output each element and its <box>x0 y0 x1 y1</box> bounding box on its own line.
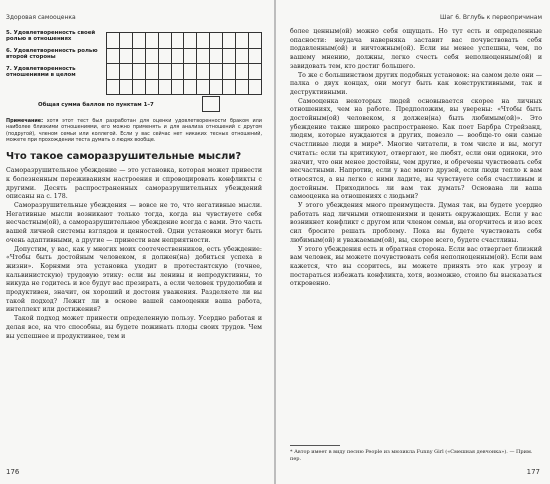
score-row <box>107 48 262 64</box>
score-grid <box>106 32 262 95</box>
page-number-left: 176 <box>6 468 20 476</box>
note-label: Примечание: <box>6 118 44 124</box>
left-body <box>6 167 262 341</box>
rating-row-label-7: 7. Удовлетворенность отношениями в целом <box>6 66 76 79</box>
paragraph: Саморазрушительные убеждения — вовсе не то, что негативные мысли. Негативные мысли возникают только тогда, когда вы чувствуете себя несчастным(ой), а саморазрушительное убеждение всегда с вами. Это часть вашей личной системы взглядов и ценностей. Одни установки могут быть очень адаптивными, а другие — принести вам неприятности. <box>6 202 262 244</box>
right-body <box>290 28 542 289</box>
page-number-right: 177 <box>526 468 540 476</box>
paragraph: Допустим, у вас, как у многих моих соотечественников, есть убеждение: «Чтобы быть достойным человеком, я должен(на) добиться успеха в жизни». Корнями эта установка уходит в протестантскую (точнее, кальвинистскую) трудовую этику: если вы ленивы и непродуктивны, то никуда не годитесь и все будут вас презирать, а если человек трудолюбив и продуктивен, значит, он хороший и достоин уважения. Разделяете ли вы такой подход? Лежит ли в основе вашей самооценки ваша работа, интеллект или достижения? <box>6 245 262 314</box>
footnote <box>290 445 540 462</box>
left-page <box>0 0 274 484</box>
running-head-left: Здоровая самооценка <box>6 14 76 21</box>
total-score-box <box>202 96 220 112</box>
score-row <box>107 33 262 49</box>
paragraph: Самооценка некоторых людей основывается скорее на личных отношениях, чем на работе. Предположим, вы уверены: «Чтобы быть достойным(ой) человеком, я должен(на) быть любимым(ой)». Это убеждение также широко распространено. Как поет Барбра Стрейзанд, людям, которые нуждаются в других, повезло — вообще-то они самые счастливые люди в мире*. Многие читатели, в том числе и вы, могут считать: если ты критикуют, отвергают, не любят, если они одиноки, это значит, что они менее достойны, чем другие, и обречены чувствовать себя несчастными. Напротив, если у вас много друзей, если люди тепло к вам относятся, а вы легко с ними ладите, вы чувствуете себя счастливым и достойным. Приходилось ли вам так думать? Основана ли ваша самооценка на отношениях с людьми? <box>290 97 542 201</box>
paragraph: У этого убеждения есть и обратная сторона. Если вас отвергает близкий вам человек, вы можете почувствовать себя неполноценным(ой). Если вам кажется, что вы ссоритесь, вы можете принять это как угрозу и постараться избежать конфликта, хотя, возможно, стоило бы высказаться откровенно. <box>290 245 542 288</box>
note-text: хотя этот тест был разработан для оценки удовлетворенности браком или наиболее близкими отношениями, его можно применять и для анализа отношений с другом (подругой), членом семьи или коллегой. Если у вас сейчас нет никаких тесных отношений, можете при прохождении теста думать о людях вообще. <box>6 118 262 143</box>
running-head-right: Шаг 6. Вглубь к первопричинам <box>440 14 542 21</box>
total-label: Общая сумма баллов по пунктам 1–7 <box>38 102 154 108</box>
paragraph: У этого убеждения много преимуществ. Думая так, вы будете усердно работать над личными отношениями и ценить окружающих. Если у вас возникнет конфликт с другом или членом семьи, вы огорчитесь и изо всех сил бросите решать проблему. Пока вы будете чувствовать себя любимым(ой) и уважаемым(ой), вы, скорее всего, будете счастливы. <box>290 202 542 244</box>
section-heading: Что такое саморазрушительные мысли? <box>6 151 242 163</box>
rating-row-label-6: 6. Удовлетворенность ролью второй стороны <box>6 48 98 61</box>
rating-table <box>6 30 262 116</box>
footnote-rule <box>290 445 340 446</box>
score-row <box>107 64 262 80</box>
paragraph: То же с большинством других подобных установок: на самом деле они — палка о двух концах, они могут быть как конструктивными, так и деструктивными. <box>290 71 542 96</box>
paragraph: более ценным(ой) можно себя ощущать. Но тут есть и определенные опасности: неудача наверняка заставит вас почувствовать себя подавленным(ой) и ничтожным(ой). Если вы менее успешны, чем, по вашему мнению, должны, легко счесть себя неполноценным(ой) и завидовать тем, кто достиг большего. <box>290 28 542 70</box>
paragraph: Такой подход может принести определенную пользу. Усердно работая и делая все, на что способны, вы будете пожинать плоды своих трудов. Чем вы успешнее и продуктивнее, тем и <box>6 315 262 340</box>
rating-row-label-5: 5. Удовлетворенность своей ролью в отношениях <box>6 30 96 43</box>
rating-labels <box>6 30 106 84</box>
paragraph: Саморазрушительное убеждение — это установка, которая может привести к болезненным переживаниям настроения и спровоцировать конфликты с другими. Десять распространенных саморазрушительных убеждений описаны на с. 178. <box>6 167 262 201</box>
right-page <box>276 0 550 484</box>
table-note <box>6 118 262 143</box>
footnote-text: * Автор имеет в виду песню People из мюзикла Funny Girl («Смешная девчонка»). — Прим. пер. <box>290 449 533 462</box>
score-row <box>107 79 262 95</box>
